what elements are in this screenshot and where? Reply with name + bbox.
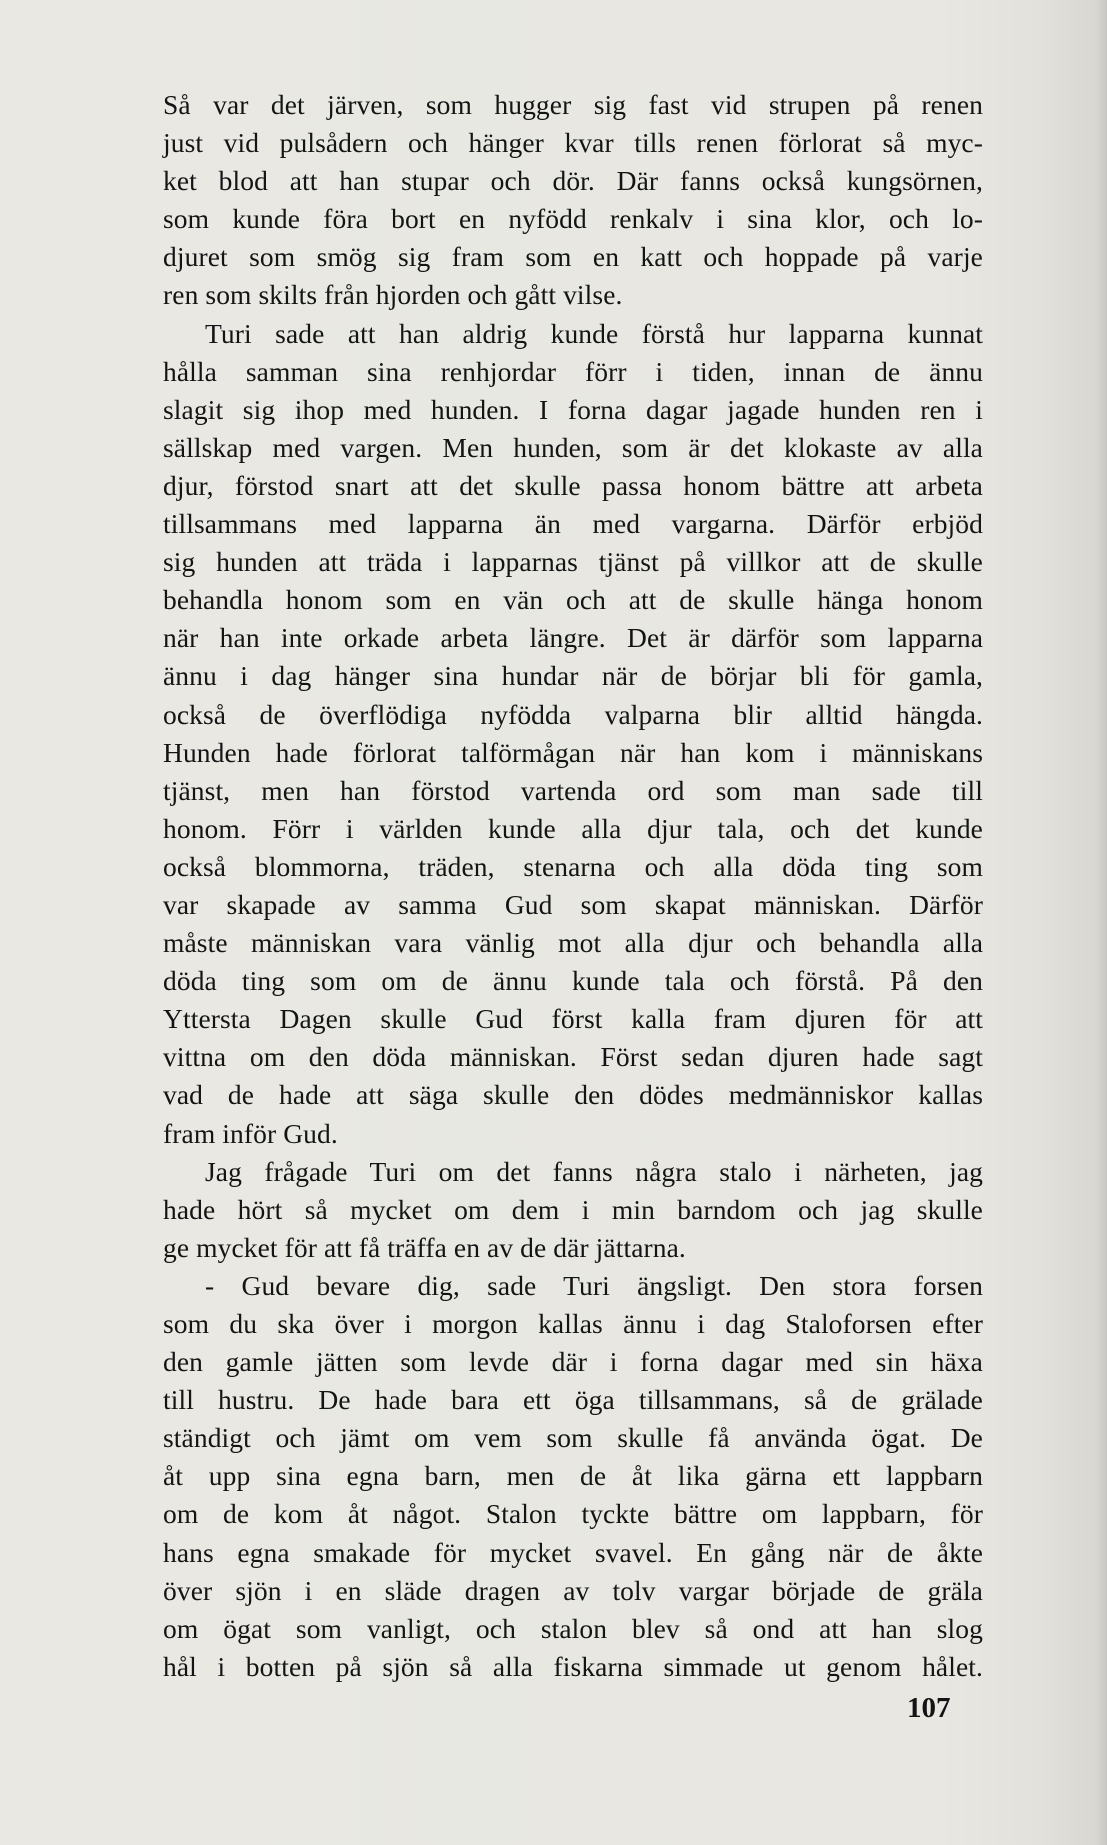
- text-line: om de kom åt något. Stalon tyckte bättre om lappbarn, för: [163, 1498, 983, 1530]
- text-line: Hunden hade förlorat talförmågan när han kom i människans: [163, 736, 983, 768]
- text-line: om ögat som vanligt, och stalon blev så ond att han slog: [163, 1612, 983, 1644]
- text-line: honom. Förr i världen kunde alla djur tala, och det kunde: [163, 812, 983, 844]
- text-line: hans egna smakade för mycket svavel. En gång när de åkte: [163, 1536, 983, 1568]
- text-line: hade hört så mycket om dem i min barndom och jag skulle: [163, 1193, 983, 1225]
- text-line: Turi sade att han aldrig kunde förstå hur lapparna kunnat: [205, 317, 983, 349]
- paragraph-1: [163, 86, 983, 315]
- paragraph-4: [163, 1267, 983, 1686]
- text-line: hål i botten på sjön så alla fiskarna simmade ut genom hålet.: [163, 1650, 983, 1682]
- text-line: den gamle jätten som levde där i forna dagar med sin häxa: [163, 1346, 983, 1378]
- text-line: sällskap med vargen. Men hunden, som är det klokaste av alla: [163, 431, 983, 463]
- page-number: 107: [907, 1692, 951, 1724]
- text-line: hålla samman sina renhjordar förr i tiden, innan de ännu: [163, 355, 983, 387]
- text-line: Så var det järven, som hugger sig fast vid strupen på renen: [163, 89, 983, 120]
- text-line: döda ting som om de ännu kunde tala och förstå. På den: [163, 965, 983, 997]
- paragraph-2: [163, 315, 983, 1153]
- text-line: var skapade av samma Gud som skapat människan. Därför: [163, 888, 983, 920]
- text-line: till hustru. De hade bara ett öga tillsammans, så de grälade: [163, 1384, 983, 1416]
- body-text: [163, 86, 983, 1686]
- text-line: vittna om den döda människan. Först sedan djuren hade sagt: [163, 1041, 983, 1073]
- text-line: ket blod att han stupar och dör. Där fanns också kungsörnen,: [163, 165, 983, 197]
- text-line: måste människan vara vänlig mot alla djur och behandla alla: [163, 927, 983, 959]
- text-line: just vid pulsådern och hänger kvar tills renen förlorat så myc-: [163, 127, 983, 159]
- text-line: djur, förstod snart att det skulle passa honom bättre att arbeta: [163, 469, 983, 501]
- text-line: tillsammans med lapparna än med vargarna. Därför erbjöd: [163, 508, 983, 540]
- text-line: som du ska över i morgon kallas ännu i dag Staloforsen efter: [163, 1308, 983, 1339]
- text-line: djuret som smög sig fram som en katt och hoppade på varje: [163, 241, 983, 273]
- text-line: Yttersta Dagen skulle Gud först kalla fram djuren för att: [163, 1003, 983, 1035]
- text-line: ständigt och jämt om vem som skulle få använda ögat. De: [163, 1422, 983, 1454]
- text-line: ännu i dag hänger sina hundar när de börjar bli för gamla,: [163, 660, 983, 692]
- text-line: slagit sig ihop med hunden. I forna dagar jagade hunden ren i: [163, 393, 983, 425]
- text-line: fram inför Gud.: [163, 1117, 338, 1149]
- text-line: som kunde föra bort en nyfödd renkalv i sina klor, och lo-: [163, 203, 983, 235]
- text-line: behandla honom som en vän och att de skulle hänga honom: [163, 584, 983, 616]
- text-line: vad de hade att säga skulle den dödes medmänniskor kallas: [163, 1079, 983, 1111]
- text-line: också blommorna, träden, stenarna och alla döda ting som: [163, 850, 983, 882]
- text-line: - Gud bevare dig, sade Turi ängsligt. Den stora forsen: [205, 1269, 983, 1301]
- text-line: tjänst, men han förstod vartenda ord som man sade till: [163, 774, 983, 806]
- text-line: åt upp sina egna barn, men de åt lika gärna ett lappbarn: [163, 1460, 983, 1492]
- text-line: sig hunden att träda i lapparnas tjänst på villkor att de skulle: [163, 546, 983, 578]
- text-line: över sjön i en släde dragen av tolv vargar började de gräla: [163, 1574, 983, 1606]
- text-line: ge mycket för att få träffa en av de där jättarna.: [163, 1231, 686, 1263]
- text-line: Jag frågade Turi om det fanns några stalo i närheten, jag: [205, 1155, 983, 1187]
- text-line: när han inte orkade arbeta längre. Det är därför som lapparna: [163, 622, 983, 654]
- text-line: ren som skilts från hjorden och gått vilse.: [163, 279, 623, 311]
- page-edge-shadow: [1097, 0, 1107, 1845]
- paragraph-3: [163, 1153, 983, 1267]
- text-line: också de överflödiga nyfödda valparna blir alltid hängda.: [163, 698, 983, 730]
